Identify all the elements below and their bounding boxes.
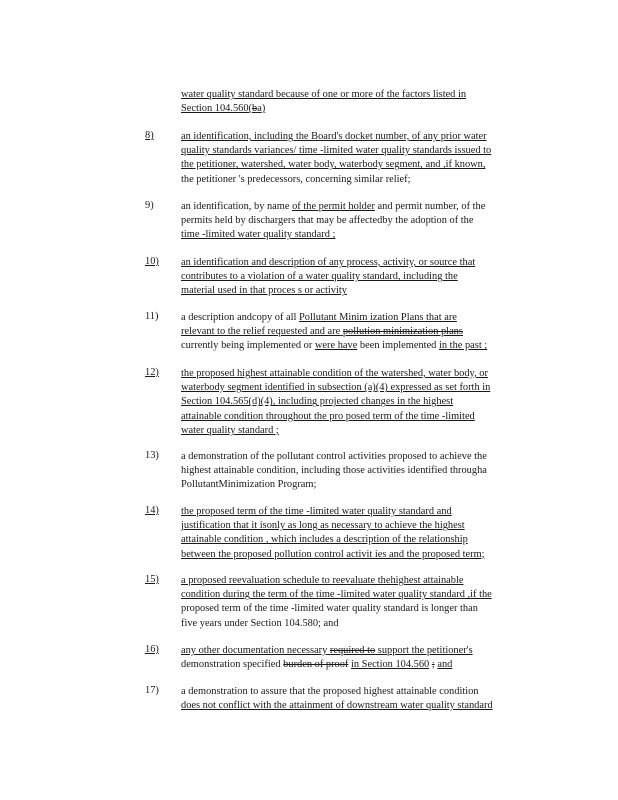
text-line (181, 102, 546, 116)
item-body (181, 574, 547, 631)
deleted-text: pollution minimization plans (342, 326, 463, 338)
item-number: 15) (145, 574, 159, 585)
continued-paragraph (181, 88, 546, 116)
text-line: water quality standard ; (181, 424, 279, 436)
text-line: water quality standard because of one or more of the factors listed in (181, 89, 467, 100)
text-line: Section 104.565(d)(4), including projected changes in the highest (181, 396, 454, 408)
text-line: five years under Section 104.580; and (181, 617, 339, 629)
text-line (181, 658, 547, 672)
item-number: 16) (145, 644, 159, 655)
item-number: 13) (145, 450, 159, 461)
inserted-text: of the permit holder (292, 201, 375, 212)
item-body (181, 200, 547, 243)
text-line: does not conflict with the attainment of downstream water quality standard (181, 700, 493, 712)
inserted-text: and (437, 659, 453, 671)
text-segment: support the petitioner's (377, 645, 473, 656)
item-body (181, 685, 547, 713)
text-segment: an identification, by name (181, 201, 290, 212)
text-line: a demonstration of the pollutant control activities proposed to achieve the (181, 451, 487, 462)
text-line: a proposed reevaluation schedule to reevaluate thehighest attainable (181, 575, 464, 586)
deleted-text: required to (329, 645, 376, 656)
text-line: the proposed term of the time -limited water quality standard and (181, 506, 452, 517)
text-segment: and permit number, of the (377, 201, 486, 212)
text-line: attainable condition , which includes a description of the relationship (181, 534, 468, 546)
item-body (181, 130, 547, 187)
item-body (181, 644, 547, 672)
text-segment: relevant to the relief requested and are (181, 326, 341, 338)
text-line (181, 644, 547, 658)
text-line: highest attainable condition, including those activities identified througha (181, 465, 487, 477)
item-number: 8) (145, 130, 154, 141)
deleted-text: ; (431, 659, 435, 671)
text-line: condition during the term of the time -limited water quality standard ,if the (181, 589, 492, 601)
text-line: a demonstration to assure that the proposed highest attainable condition (181, 686, 479, 697)
item-body (181, 256, 547, 299)
text-line: an identification and description of any process, activity, or source that (181, 257, 476, 268)
inserted-text: in the past ; (439, 340, 488, 352)
text-line: waterbody segment identified in subsection (a)(4) expressed as set forth in (181, 382, 491, 394)
inserted-text: were have (314, 340, 358, 352)
item-body (181, 505, 547, 562)
text-segment: demonstration specified (181, 659, 281, 671)
item-body (181, 311, 547, 354)
text-line: contributes to a violation of a water quality standard, including the (181, 271, 458, 283)
text-segment: Section 104.560( (181, 103, 252, 114)
text-line: justification that it isonly as long as necessary to achieve the highest (181, 520, 465, 532)
item-body (181, 450, 547, 493)
inserted-text: Pollutant Minim ization Plans that are (299, 312, 457, 323)
text-line: material used in that proces s or activity (181, 285, 347, 297)
text-line (181, 325, 547, 339)
text-line: quality standards variances/ time -limited water quality standards issued to (181, 145, 492, 157)
item-number: 9) (145, 200, 154, 211)
text-line (181, 339, 547, 353)
text-line: the proposed highest attainable condition of the watershed, water body, or (181, 368, 488, 379)
inserted-text: in Section 104.560 (351, 659, 430, 671)
text-line (181, 311, 547, 325)
text-segment: a description andcopy of all (181, 312, 297, 323)
text-line: time -limited water quality standard ; (181, 229, 336, 241)
text-line: attainable condition throughout the pro posed term of the time -limited (181, 410, 475, 422)
text-line: PollutantMinimization Program; (181, 479, 317, 491)
text-line (181, 200, 547, 214)
item-number: 14) (145, 505, 159, 516)
deleted-text: b (252, 103, 258, 114)
text-segment: a) (257, 103, 266, 114)
item-number: 11) (145, 311, 159, 322)
item-number: 10) (145, 256, 159, 267)
text-segment: any other documentation necessary (181, 645, 328, 656)
text-segment: been implemented (359, 340, 437, 352)
text-line: between the proposed pollution control activit ies and the proposed term; (181, 548, 485, 560)
text-line: an identification, including the Board's docket number, of any prior water (181, 131, 487, 142)
text-line: permits held by dischargers that may be affectedby the adoption of the (181, 215, 474, 227)
text-line: proposed term of the time -limited water quality standard is longer than (181, 603, 478, 615)
item-number: 17) (145, 685, 159, 696)
text-line: the petitioner 's predecessors, concerning similar relief; (181, 173, 411, 185)
deleted-text: burden of proof (283, 659, 349, 671)
text-line: the petitioner, watershed, water body, waterbody segment, and ,if known, (181, 159, 486, 171)
text-segment: currently being implemented or (181, 340, 313, 352)
item-body (181, 367, 547, 438)
item-number: 12) (145, 367, 159, 378)
